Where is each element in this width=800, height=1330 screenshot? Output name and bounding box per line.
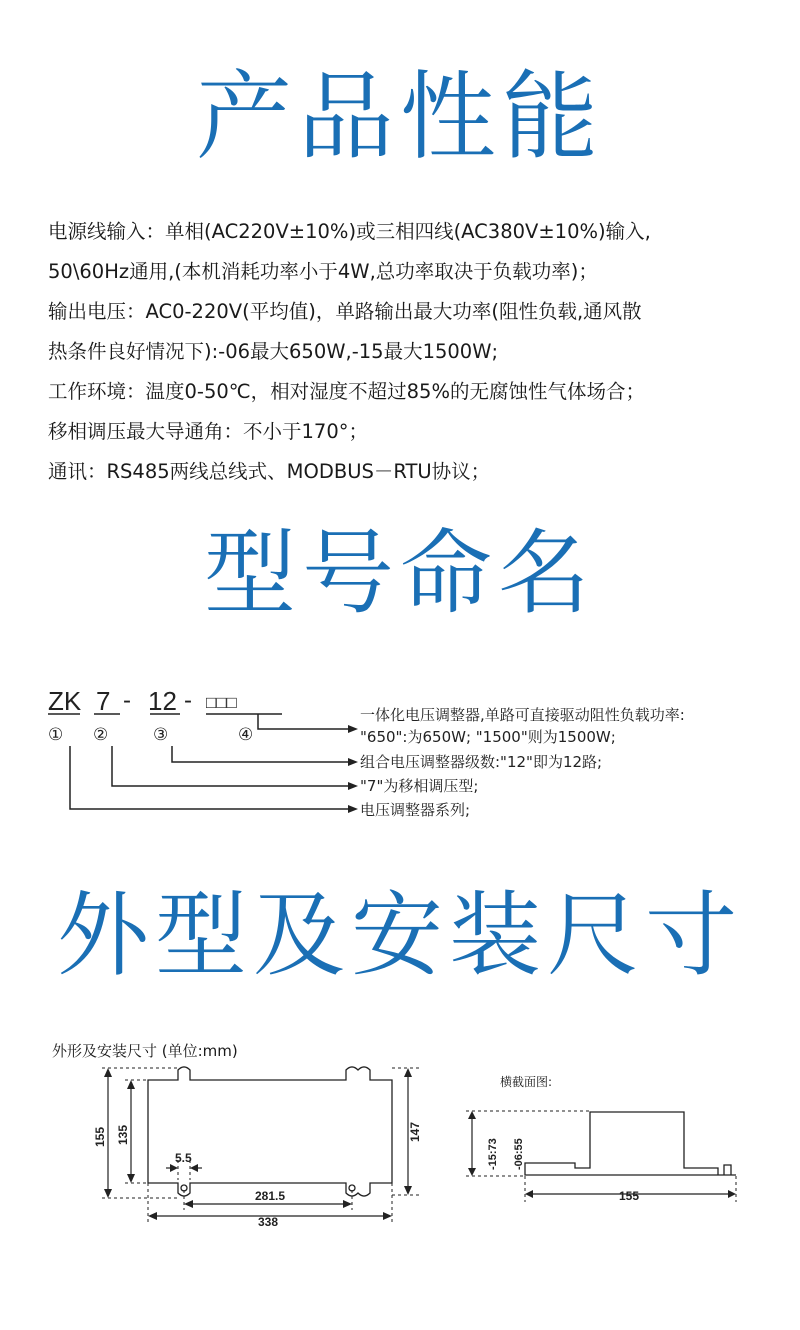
dimensions-heading: 外型及安装尺寸 — [56, 882, 743, 989]
perf-line: 移相调压最大导通角：不小于170°； — [48, 420, 368, 443]
dim-width-155: 155 — [619, 1189, 640, 1203]
performance-heading: 产品性能 — [196, 61, 604, 173]
marker-2: ② — [93, 725, 109, 744]
dim-height-135: 135 — [116, 1124, 130, 1145]
model-desc-channels: 组合电压调整器级数:"12"即为12路; — [360, 753, 603, 771]
naming-heading: 型号命名 — [203, 520, 596, 627]
model-power-boxes: □□□ — [206, 693, 237, 712]
dimensions-title: 外形及安装尺寸 (单位:mm) — [52, 1042, 238, 1060]
model-desc-power-values: "650":为650W; "1500"则为1500W; — [360, 728, 616, 746]
model-desc-series: 电压调整器系列; — [360, 801, 471, 819]
model-desc-power: 一体化电压调整器,单路可直接驱动阻性负载功率: — [360, 706, 685, 724]
dim-depth-06: -06:55 — [513, 1138, 525, 1170]
marker-4: ④ — [238, 725, 254, 744]
dim-height-147: 147 — [408, 1121, 422, 1142]
model-desc-type: "7"为移相调压型; — [360, 777, 479, 795]
perf-line: 热条件良好情况下):-06最大650W,-15最大1500W; — [48, 340, 499, 363]
model-channels: 12 — [148, 686, 177, 716]
dim-slot-5-5: 5.5 — [175, 1151, 192, 1165]
model-type-digit: 7 — [96, 686, 111, 716]
perf-line: 电源线输入：单相(AC220V±10%)或三相四线(AC380V±10%)输入, — [48, 220, 651, 243]
dim-hole-spacing: 281.5 — [255, 1189, 286, 1203]
perf-line: 50\60Hz通用,(本机消耗功率小于4W,总功率取决于负载功率)； — [48, 260, 598, 283]
perf-line: 通讯：RS485两线总线式、MODBUS－RTU协议； — [48, 460, 491, 483]
model-dash: - — [123, 687, 131, 714]
dim-height-155: 155 — [93, 1126, 107, 1147]
model-dash: - — [184, 687, 192, 714]
marker-3: ③ — [153, 725, 169, 744]
model-prefix: ZK — [48, 686, 82, 716]
perf-line: 工作环境：温度0-50℃，相对湿度不超过85%的无腐蚀性气体场合； — [48, 380, 645, 403]
cross-section-title: 横截面图: — [500, 1075, 553, 1089]
dim-length-338: 338 — [258, 1215, 279, 1229]
dim-depth-15: -15:73 — [487, 1138, 499, 1170]
marker-1: ① — [48, 725, 64, 744]
perf-line: 输出电压：AC0-220V(平均值)，单路输出最大功率(阻性负载,通风散 — [48, 300, 642, 323]
